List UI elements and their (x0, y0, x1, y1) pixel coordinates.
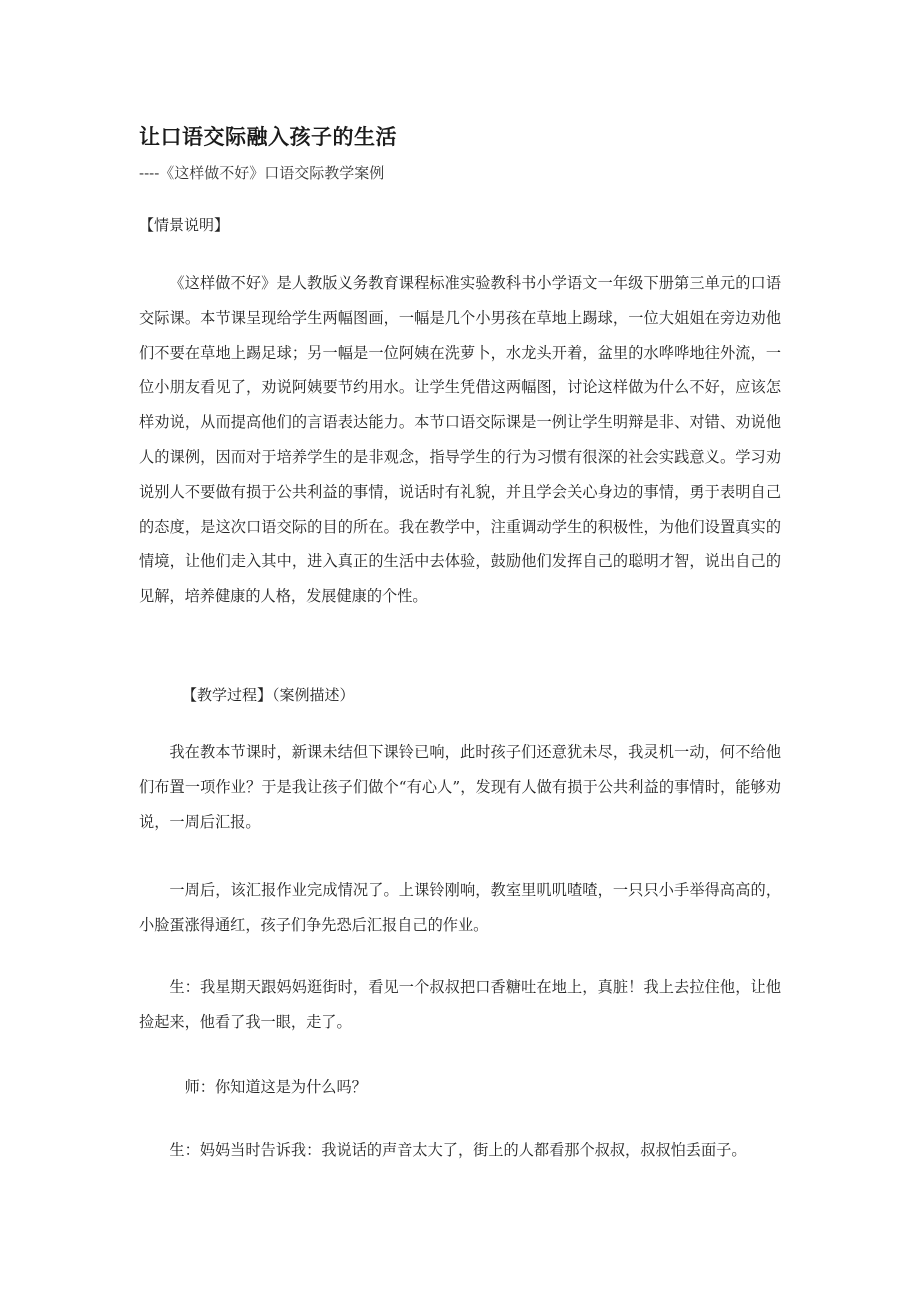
section-heading-scene: 【情景说明】 (139, 216, 230, 234)
dialog-student-1: 生：我星期天跟妈妈逛街时，看见一个叔叔把口香糖吐在地上，真脏！我上去拉住他，让他捡起来，他看了我一眼，走了。 (139, 978, 781, 1031)
dialog-student-2: 生：妈妈当时告诉我：我说话的声音太大了，街上的人都看那个叔叔，叔叔怕丢面子。 (169, 1141, 747, 1159)
paragraph-scene-description: 《这样做不好》是人教版义务教育课程标准实验教科书小学语文一年级下册第三单元的口语交际课。本节课呈现给学生两幅图画，一幅是几个小男孩在草地上踢球，一位大姐姐在旁边劝他们不要在草地上踢足球；另一幅是一位阿姨在洗萝卜，水龙头开着，盆里的水哗哗地往外流，一位小朋友看见了，劝说阿姨要节约用水。让学生凭借这两幅图，讨论这样做为什么不好，应该怎样劝说，从而提高他们的言语表达能力。本节口语交际课是一例让学生明辩是非、对错、劝说他人的课例，因而对于培养学生的是非观念，指导学生的行为习惯有很深的社会实践意义。学习劝说别人不要做有损于公共利益的事情，说话时有礼貌，并且学会关心身边的事情，勇于表明自己的态度，是这次口语交际的目的所在。我在教学中，注重调动学生的积极性，为他们设置真实的情境，让他们走入其中，进入真正的生活中去体验，鼓励他们发挥自己的聪明才智，说出自己的见解，培养健康的人格，发展健康的个性。 (139, 274, 781, 606)
document-title: 让口语交际融入孩子的生活 (139, 124, 397, 149)
section-heading-process: 【教学过程】（案例描述） (182, 686, 355, 704)
paragraph-homework-assignment: 我在教本节课时，新课未结但下课铃已响，此时孩子们还意犹未尽，我灵机一动，何不给他们布置一项作业？于是我让孩子们做个“有心人”，发现有人做有损于公共利益的事情时，能够劝说，一周后汇报。 (139, 743, 781, 831)
document-subtitle: ----《这样做不好》口语交际教学案例 (139, 164, 385, 182)
paragraph-homework-report: 一周后，该汇报作业完成情况了。上课铃刚响，教室里叽叽喳喳，一只只小手举得高高的，小脸蛋涨得通红，孩子们争先恐后汇报自己的作业。 (139, 881, 781, 934)
dialog-teacher-1: 师：你知道这是为什么吗？ (184, 1078, 367, 1096)
